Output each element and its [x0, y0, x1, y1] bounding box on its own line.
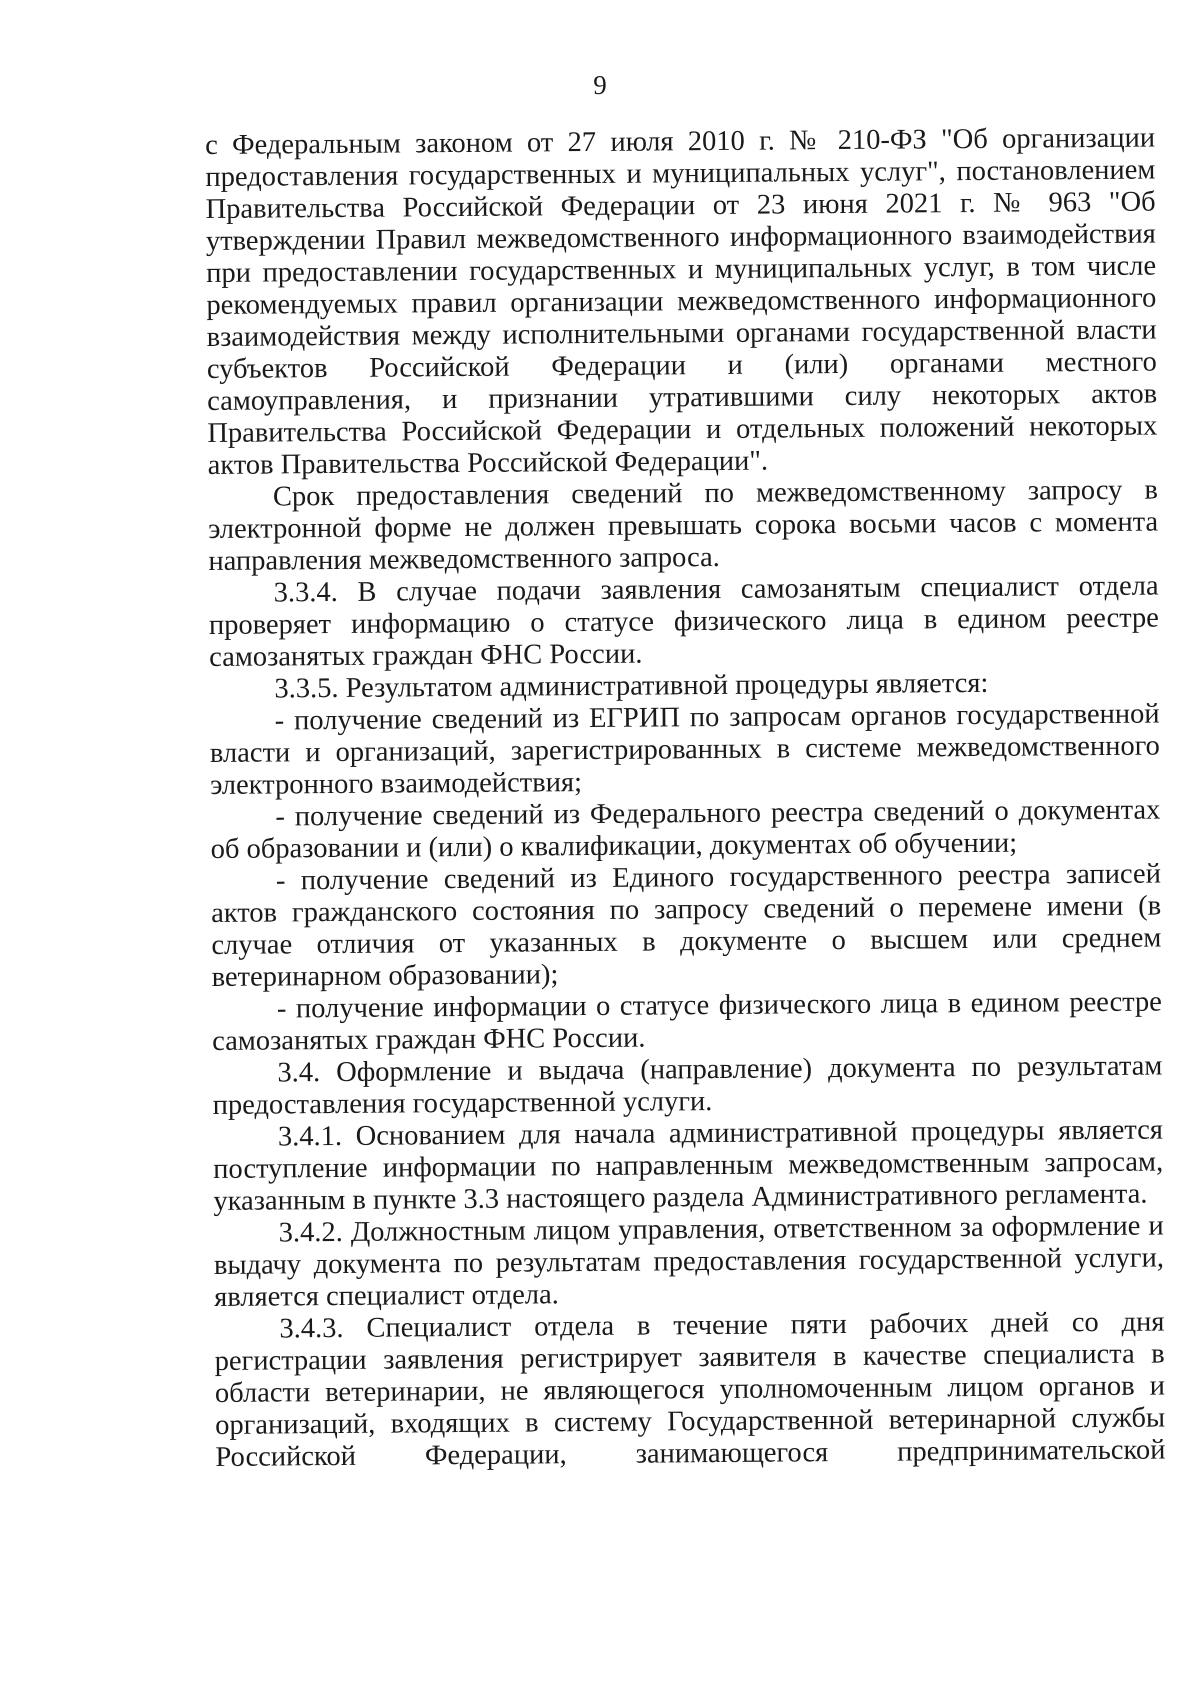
paragraph-3-3-5: 3.3.5. Результатом административной процедуры является: [274, 667, 989, 705]
paragraph-deadline: Срок предоставления сведений по межведомственному запросу в электронной форме не должен превышать сорока восьми часов с момента направления межведомственного запроса. [208, 474, 1159, 577]
list-item-federal-registry: - получение сведений из Федерального реестра сведений о документах об образовании и (или) о квалификации, документах об обучении; [210, 794, 1161, 865]
document-body [205, 123, 1166, 1474]
list-item-egrip: - получение сведений из ЕГРИП по запросам органов государственной власти и организаций, зарегистрированных в системе межведомственного электронного взаимодействия; [209, 698, 1160, 801]
paragraph-3-3-4: 3.3.4. В случае подачи заявления самозанятым специалист отдела проверяет информацию о статусе физического лица в едином реестре самозанятых граждан ФНС России. [208, 570, 1159, 673]
paragraph-continuation: с Федеральным законом от 27 июля 2010 г. № 210-ФЗ "Об организации предоставления государственных и муниципальных услуг", постановлением Правительства Российской Федерации от 23 июня 2021 г. № 963 "Об утверждении Правил межведомственного информационного взаимодействия при предоставлении государственных и муниципальных услуг, в том числе рекомендуемых правил организации межведомственного информационного взаимодействия между исполнительными органами государственной власти субъектов Российской Федерации и (или) органами местного самоуправления, и признании утратившими силу некоторых актов Правительства Российской Федерации и отдельных положений некоторых актов Правительства Российской Федерации". [205, 122, 1158, 481]
paragraph-3-4-2: 3.4.2. Должностным лицом управления, ответственном за оформление и выдачу документа по результатам предоставления государственной услуги, является специалист отдела. [213, 1210, 1165, 1313]
paragraph-3-4: 3.4. Оформление и выдача (направление) документа по результатам предоставления государственной услуги. [212, 1050, 1163, 1121]
list-item-civil-status: - получение сведений из Единого государственного реестра записей актов гражданского состояния по запросу сведений о перемене имени (в случае отличия от указанных в документе о высшем или среднем ветеринарном образовании); [211, 858, 1162, 993]
page-number: 9 [593, 70, 607, 100]
paragraph-3-4-1: 3.4.1. Основанием для начала административной процедуры является поступление информации по направленным межведомственным запросам, указанным в пункте 3.3 настоящего раздела Административного регламента. [213, 1114, 1164, 1217]
list-item-self-employed: - получение информации о статусе физического лица в едином реестре самозанятых граждан ФНС России. [212, 986, 1162, 1057]
paragraph-3-4-3: 3.4.3. Специалист отдела в течение пяти рабочих дней со дня регистрации заявления регистрирует заявителя в качестве специалиста в области ветеринарии, не являющегося уполномоченным лицом органов и организаций, входящих в систему Государственной ветеринарной службы Российской Федерации, занимающегося предпринимательской [214, 1306, 1166, 1473]
